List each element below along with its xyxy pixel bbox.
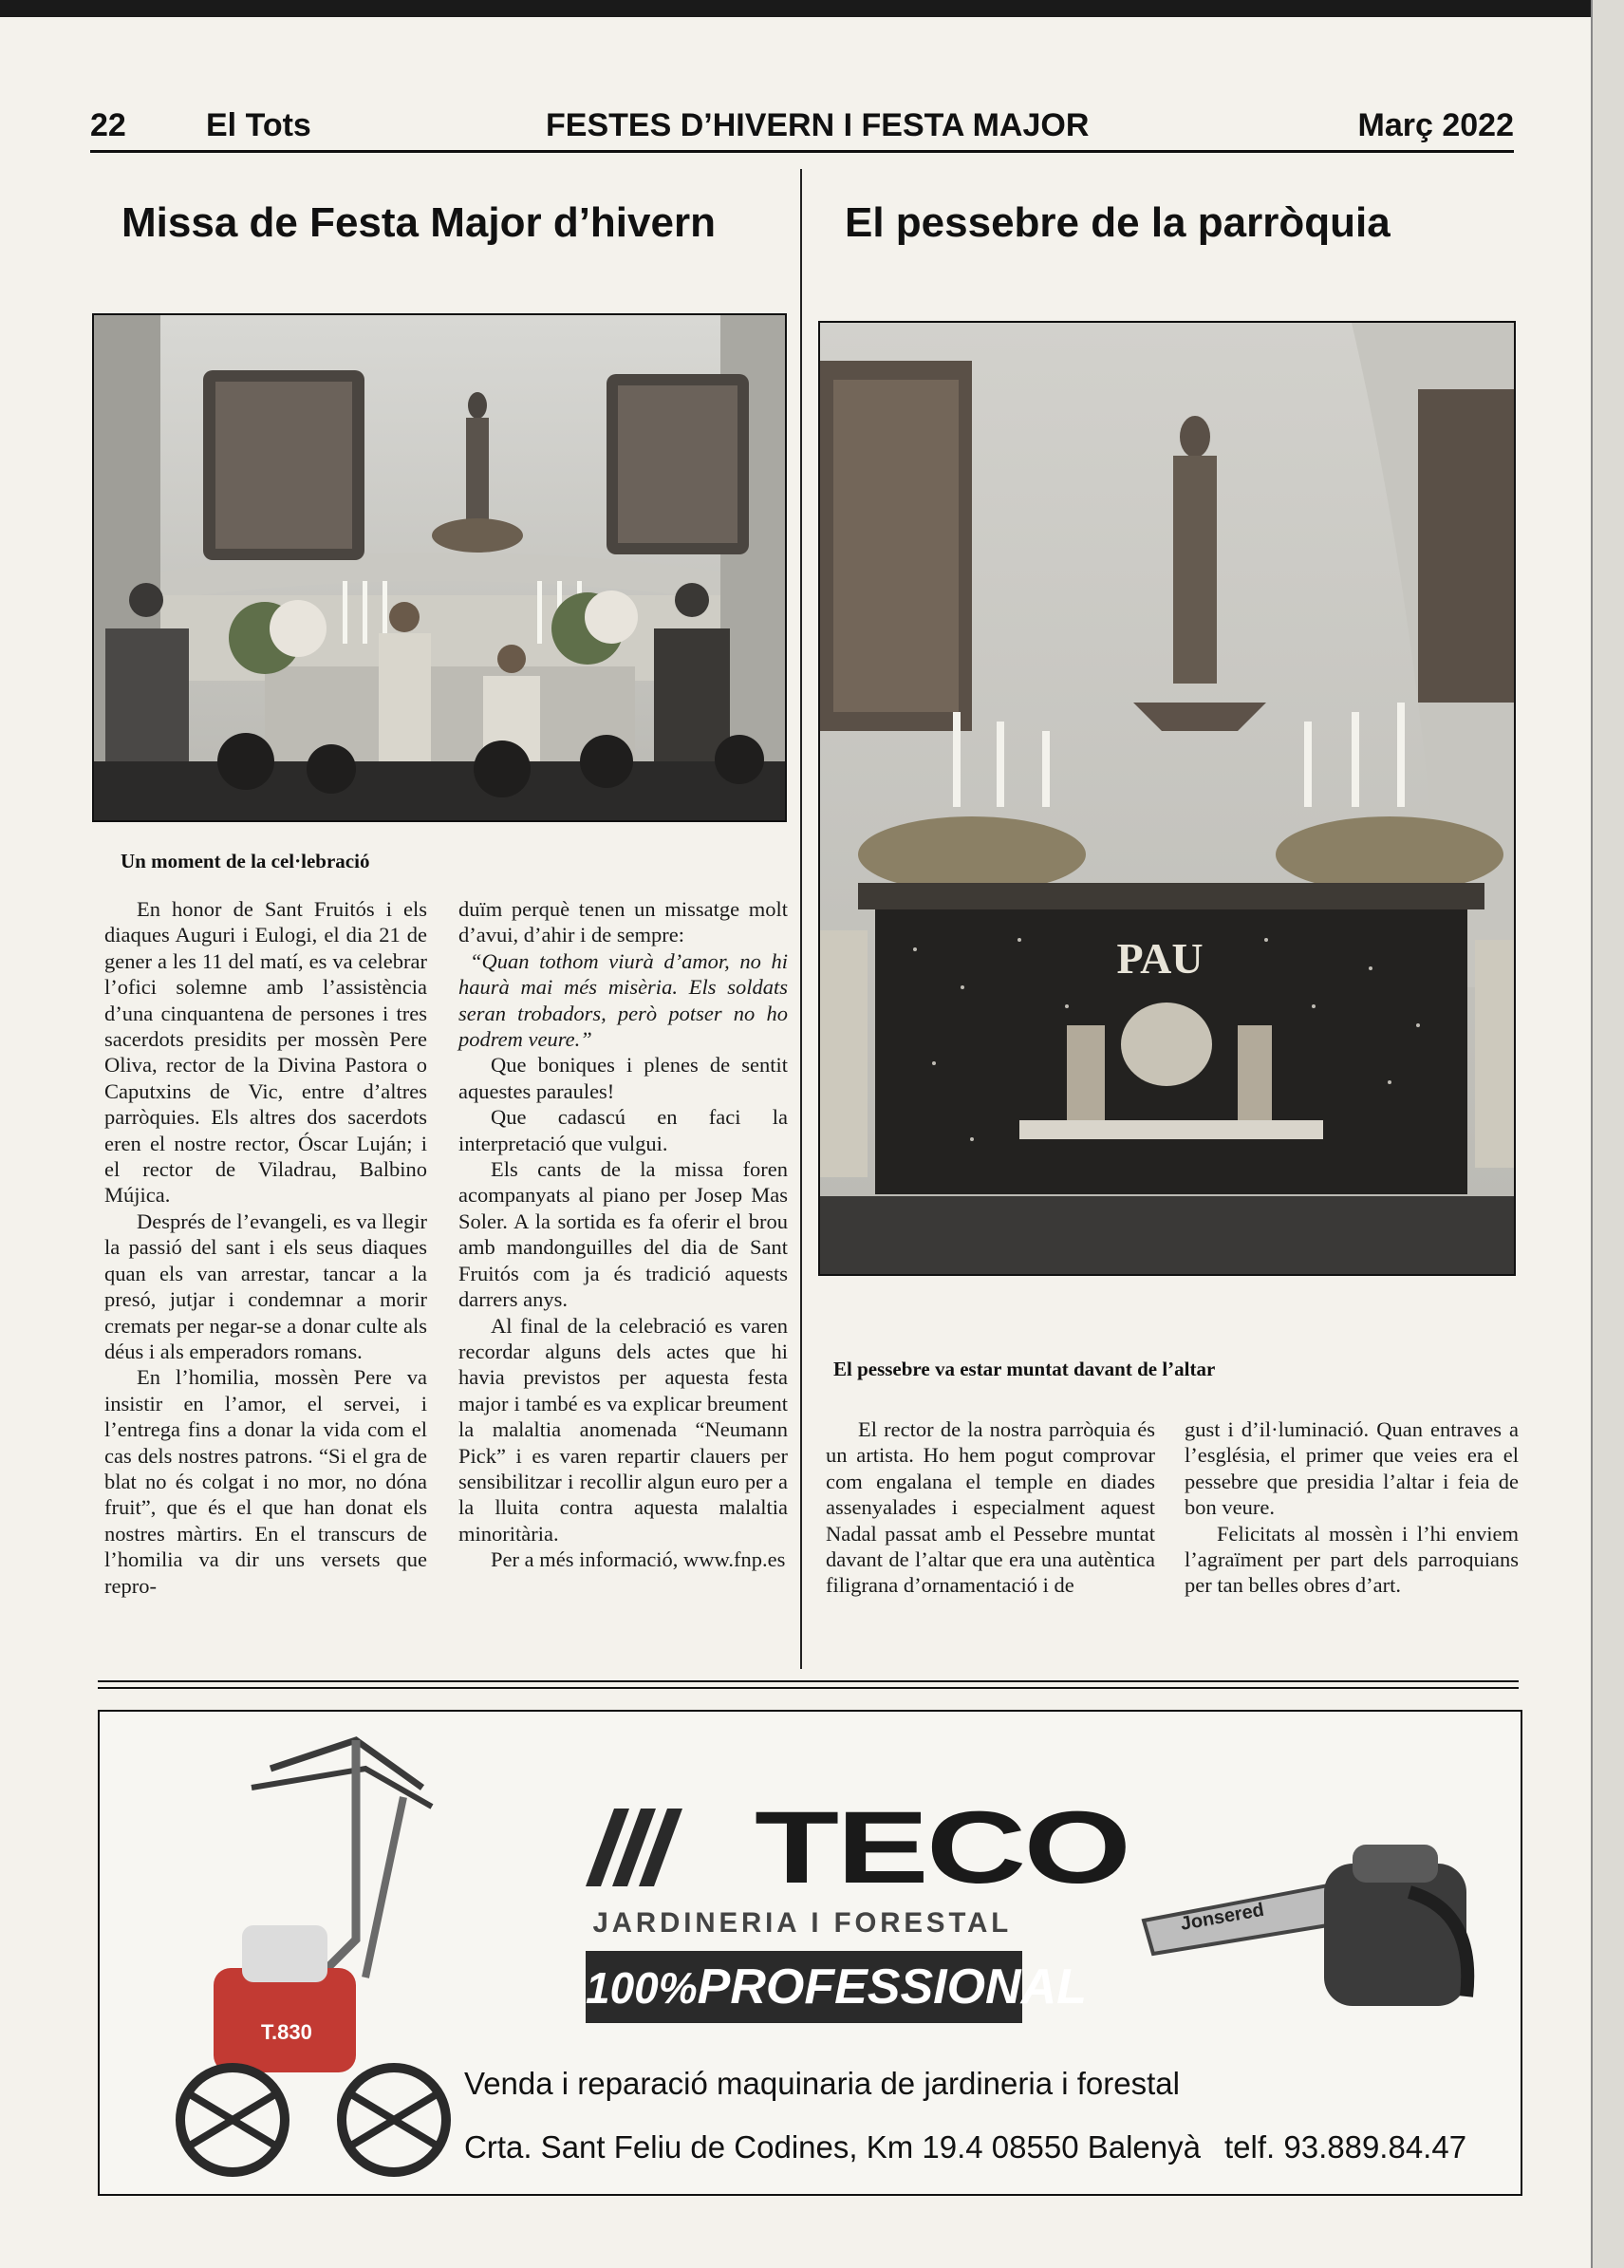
teco-tagline: JARDINERIA I FORESTAL — [592, 1907, 1013, 1939]
article-missa-column-1 — [104, 896, 427, 1599]
article-missa-column-2 — [458, 896, 788, 1573]
ad-address: Crta. Sant Feliu de Codines, Km 19.4 08550 Balenyà — [464, 2129, 1201, 2165]
page-edge — [1591, 0, 1624, 2268]
newspaper-page — [0, 17, 1593, 2268]
paragraph: En honor de Sant Fruitós i els diaques Auguri i Eulogi, el dia 21 de gener a les 11 del matí, es va celebrar l’ofici solemne amb l’assistència d’una cinquantena de persones i tres sacerdots presidits per mossèn Pere Oliva, rector de la Divina Pastora o Caputxins de Vic, entre d’altres parròquies. Els altres dos sacerdots eren el nostre rector, Óscar Luján; i el rector de Viladrau, Balbino Mújica. — [104, 897, 427, 1208]
paragraph: En l’homilia, mossèn Pere va insistir en l’amor, el servei, i l’entrega fins a donar la vida com el cas dels nostres patrons. “Si el gra de blat no és colgat i no mor, no dóna fruit”, que és el que han donat els nostres màrtirs. En el transcurs de l’homilia va dir uns versets que repro- — [104, 1365, 427, 1598]
ad-phone: telf. 93.889.84.47 — [1224, 2129, 1467, 2165]
caption-mass: Un moment de la cel·lebració — [121, 850, 370, 872]
paragraph: Que cadascú en faci la interpretació que vulgui. — [458, 1105, 788, 1155]
issue-date: Març 2022 — [1357, 107, 1514, 143]
paragraph: Felicitats al mossèn i l’hi enviem l’agraïment per part dels parroquians per tan belles obres d’art. — [1185, 1521, 1519, 1598]
section-title: FESTES D’HIVERN I FESTA MAJOR — [546, 107, 1090, 143]
teco-brand-name: TECO — [755, 1790, 1129, 1904]
page-number: 22 — [90, 107, 126, 143]
publication-name: El Tots — [206, 107, 311, 143]
paragraph: duïm perquè tenen un missatge molt d’avui, d’ahir i de sempre: — [458, 897, 788, 947]
article-pessebre-column-1 — [826, 1416, 1155, 1599]
column-divider — [800, 169, 802, 1669]
paragraph: Que boniques i plenes de sentit aquestes paraules! — [458, 1053, 788, 1103]
chainsaw-brand-label: Jonsered — [1179, 1899, 1266, 1935]
banner-word-pau: PAU — [1116, 934, 1204, 983]
article-title-missa: Missa de Festa Major d’hivern — [121, 199, 716, 246]
ad-services-line: Venda i reparació maquinaria de jardineria i forestal — [464, 2066, 1180, 2101]
paragraph: Al final de la celebració es varen recordar alguns dels actes que hi havia previstos per aquesta festa major i també es va explicar breument la malaltia anomenada “Neumann Pick” i es varen repartir clauers per sensibilitzar i recollir algun euro per a la lluita contra aquesta malaltia minoritària. — [458, 1313, 788, 1546]
professional-badge — [586, 1951, 1087, 2023]
tiller-machine-image — [119, 1731, 527, 2177]
paragraph: El rector de la nostra parròquia és un artista. Ho hem pogut comprovar com engalana el temple en diades assenyalades i especialment aquest Nadal passat amb el Pessebre muntat davant de l’altar que era una autèntica filigrana d’ornamentació i de — [826, 1417, 1155, 1598]
chainsaw-image — [1125, 1778, 1504, 2063]
page-header — [90, 93, 1514, 153]
article-pessebre-column-2 — [1185, 1416, 1519, 1599]
teco-logo-stripes-icon — [586, 1809, 690, 1886]
paragraph: Per a més informació, www.fnp.es — [491, 1547, 786, 1572]
teco-advertisement — [98, 1710, 1522, 2196]
photo-mass-celebration — [92, 313, 787, 822]
badge-word: PROFESSIONAL — [697, 1959, 1087, 2015]
quoted-verse: “Quan tothom viurà d’amor, no hi haurà mai més misèria. Els soldats seran trobadors, però potser no ho podrem veure.” — [458, 948, 788, 1052]
badge-percent: 100% — [586, 1963, 698, 2013]
caption-nativity: El pessebre va estar muntat davant de l’altar — [833, 1358, 1216, 1380]
tiller-model-label: T.830 — [261, 2020, 312, 2044]
paragraph: gust i d’il·luminació. Quan entraves a l’església, el primer que veies era el pessebre que presidia l’altar i feia de bon veure. — [1185, 1417, 1519, 1520]
paragraph: Els cants de la missa foren acompanyats al piano per Josep Mas Soler. A la sortida es fa oferir el brou amb mandonguilles del dia de Sant Fruitós com ja és tradició aquests darrers anys. — [458, 1157, 788, 1312]
ad-separator — [98, 1680, 1519, 1689]
photo-nativity-scene — [818, 321, 1516, 1276]
article-title-pessebre: El pessebre de la parròquia — [845, 199, 1391, 246]
paragraph: Després de l’evangeli, es va llegir la passió del sant i els seus diaques quan els van arrestar, tancar a la presó, jutjar i condemnar a morir cremats per negar-se a donar culte als déus i als emperadors romans. — [104, 1209, 427, 1363]
